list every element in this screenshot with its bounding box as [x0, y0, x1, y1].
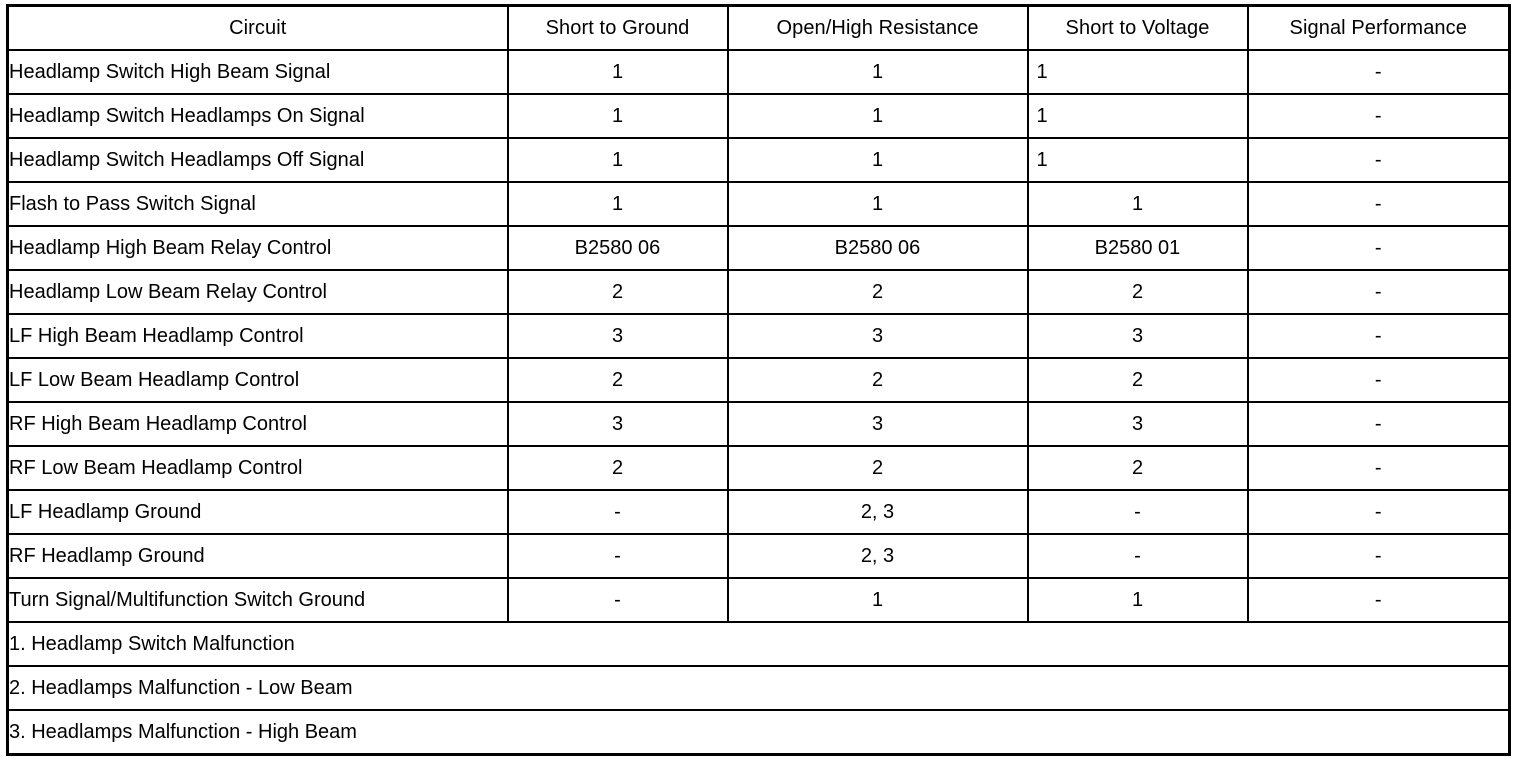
cell-short-to-ground: 2	[508, 446, 728, 490]
cell-short-to-voltage: 3	[1028, 402, 1248, 446]
column-header-open-high-resistance: Open/High Resistance	[728, 6, 1028, 51]
column-header-short-to-voltage: Short to Voltage	[1028, 6, 1248, 51]
column-header-short-to-ground: Short to Ground	[508, 6, 728, 51]
cell-signal-performance: -	[1248, 270, 1510, 314]
cell-signal-performance: -	[1248, 534, 1510, 578]
table-header-row	[8, 6, 1510, 51]
cell-short-to-ground: B2580 06	[508, 226, 728, 270]
cell-short-to-ground: 1	[508, 138, 728, 182]
cell-short-to-voltage: B2580 01	[1028, 226, 1248, 270]
cell-open-high-resistance: 1	[728, 50, 1028, 94]
cell-open-high-resistance: 2	[728, 358, 1028, 402]
cell-circuit: LF High Beam Headlamp Control	[8, 314, 508, 358]
cell-circuit: Headlamp Switch Headlamps On Signal	[8, 94, 508, 138]
cell-short-to-ground: -	[508, 578, 728, 622]
cell-short-to-ground: 2	[508, 358, 728, 402]
cell-short-to-voltage: 1	[1028, 182, 1248, 226]
cell-open-high-resistance: 3	[728, 402, 1028, 446]
cell-signal-performance: -	[1248, 138, 1510, 182]
cell-short-to-voltage: 2	[1028, 446, 1248, 490]
cell-short-to-voltage: 1	[1028, 94, 1248, 138]
cell-circuit: Headlamp Low Beam Relay Control	[8, 270, 508, 314]
cell-open-high-resistance: 2	[728, 446, 1028, 490]
cell-circuit: Headlamp Switch Headlamps Off Signal	[8, 138, 508, 182]
cell-signal-performance: -	[1248, 226, 1510, 270]
table-row	[8, 446, 1510, 490]
cell-short-to-voltage: 1	[1028, 578, 1248, 622]
cell-short-to-voltage: -	[1028, 534, 1248, 578]
table-row	[8, 358, 1510, 402]
cell-signal-performance: -	[1248, 490, 1510, 534]
cell-circuit: Headlamp Switch High Beam Signal	[8, 50, 508, 94]
cell-signal-performance: -	[1248, 182, 1510, 226]
cell-circuit: RF Low Beam Headlamp Control	[8, 446, 508, 490]
cell-open-high-resistance: B2580 06	[728, 226, 1028, 270]
cell-short-to-voltage: -	[1028, 490, 1248, 534]
note-item: 3. Headlamps Malfunction - High Beam	[8, 710, 1510, 755]
cell-signal-performance: -	[1248, 402, 1510, 446]
table-row	[8, 534, 1510, 578]
table-row	[8, 314, 1510, 358]
cell-signal-performance: -	[1248, 446, 1510, 490]
cell-open-high-resistance: 1	[728, 138, 1028, 182]
cell-circuit: Flash to Pass Switch Signal	[8, 182, 508, 226]
table-row	[8, 270, 1510, 314]
cell-signal-performance: -	[1248, 50, 1510, 94]
table-header	[8, 6, 1510, 51]
cell-open-high-resistance: 2, 3	[728, 490, 1028, 534]
cell-open-high-resistance: 2, 3	[728, 534, 1028, 578]
cell-circuit: Headlamp High Beam Relay Control	[8, 226, 508, 270]
cell-short-to-voltage: 1	[1028, 138, 1248, 182]
cell-signal-performance: -	[1248, 94, 1510, 138]
table-body	[8, 50, 1510, 755]
cell-short-to-voltage: 2	[1028, 270, 1248, 314]
cell-open-high-resistance: 1	[728, 94, 1028, 138]
column-header-circuit: Circuit	[8, 6, 508, 51]
cell-signal-performance: -	[1248, 314, 1510, 358]
cell-open-high-resistance: 1	[728, 578, 1028, 622]
cell-short-to-ground: 1	[508, 50, 728, 94]
table-row	[8, 138, 1510, 182]
table-row	[8, 578, 1510, 622]
table-row	[8, 226, 1510, 270]
cell-open-high-resistance: 1	[728, 182, 1028, 226]
cell-short-to-voltage: 3	[1028, 314, 1248, 358]
cell-circuit: Turn Signal/Multifunction Switch Ground	[8, 578, 508, 622]
notes-row	[8, 710, 1510, 755]
cell-signal-performance: -	[1248, 578, 1510, 622]
cell-circuit: LF Low Beam Headlamp Control	[8, 358, 508, 402]
cell-open-high-resistance: 3	[728, 314, 1028, 358]
table-row	[8, 402, 1510, 446]
cell-circuit: LF Headlamp Ground	[8, 490, 508, 534]
notes-row	[8, 622, 1510, 666]
notes-row	[8, 666, 1510, 710]
cell-short-to-voltage: 2	[1028, 358, 1248, 402]
cell-signal-performance: -	[1248, 358, 1510, 402]
note-item: 2. Headlamps Malfunction - Low Beam	[8, 666, 1510, 710]
cell-circuit: RF High Beam Headlamp Control	[8, 402, 508, 446]
table-row	[8, 94, 1510, 138]
diagnostic-table	[6, 4, 1511, 756]
column-header-signal-performance: Signal Performance	[1248, 6, 1510, 51]
note-item: 1. Headlamp Switch Malfunction	[8, 622, 1510, 666]
cell-short-to-ground: 3	[508, 402, 728, 446]
cell-short-to-ground: 3	[508, 314, 728, 358]
table-row	[8, 182, 1510, 226]
table-row	[8, 50, 1510, 94]
cell-short-to-ground: 1	[508, 182, 728, 226]
cell-short-to-ground: -	[508, 534, 728, 578]
cell-open-high-resistance: 2	[728, 270, 1028, 314]
cell-short-to-ground: 1	[508, 94, 728, 138]
cell-short-to-voltage: 1	[1028, 50, 1248, 94]
cell-short-to-ground: 2	[508, 270, 728, 314]
cell-circuit: RF Headlamp Ground	[8, 534, 508, 578]
cell-short-to-ground: -	[508, 490, 728, 534]
table-row	[8, 490, 1510, 534]
